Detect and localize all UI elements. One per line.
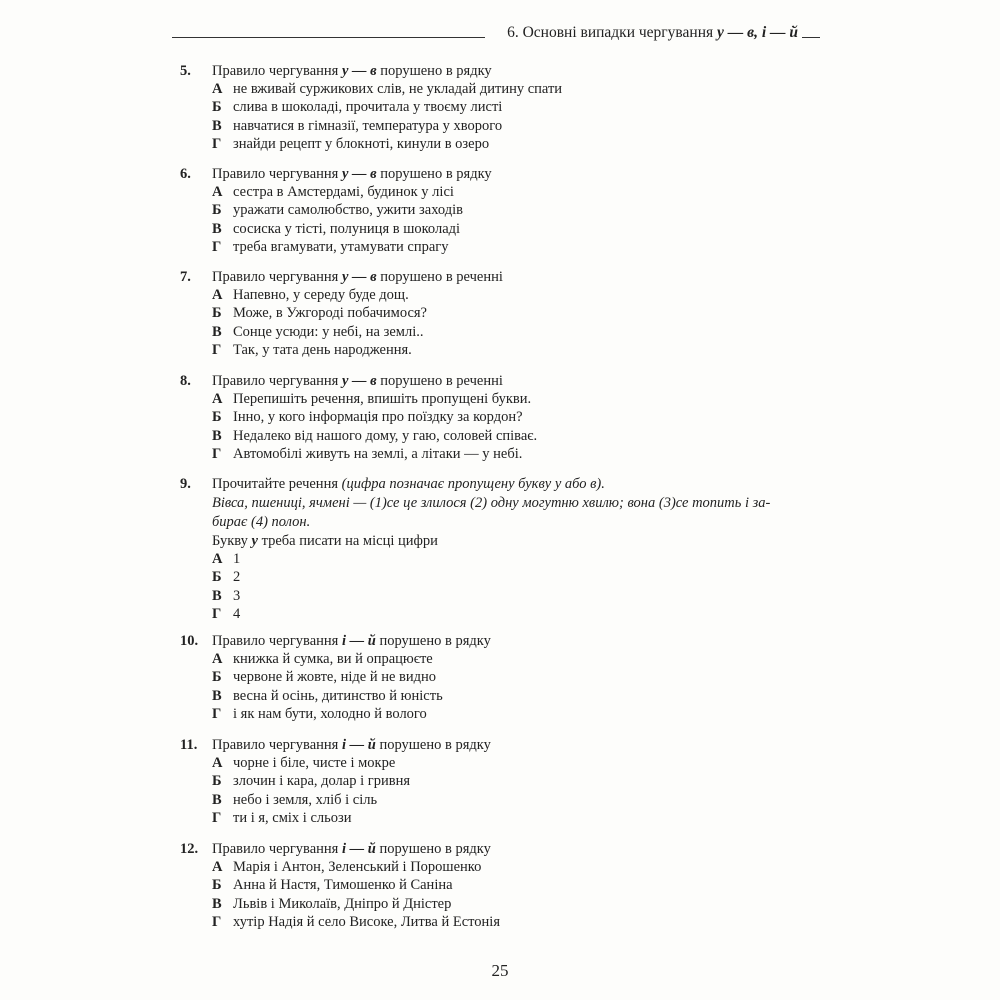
option-letter: Г	[212, 705, 222, 722]
option-text: весна й осінь, дитинство й юність	[233, 687, 443, 704]
option	[180, 427, 800, 445]
option-letter: Г	[212, 445, 222, 462]
option-text: Автомобілі живуть на землі, а літаки — у небі.	[233, 445, 523, 462]
option-text: треба вгамувати, утамувати спрагу	[233, 238, 449, 255]
option	[180, 220, 800, 238]
option-letter: В	[212, 427, 222, 444]
option-text: Анна й Настя, Тимошенко й Саніна	[233, 877, 453, 894]
question-passage-line-2: бирає (4) полон.	[212, 514, 311, 530]
option	[180, 913, 800, 931]
option	[180, 135, 800, 153]
option-letter: Б	[212, 569, 222, 586]
option	[180, 587, 800, 605]
option	[180, 390, 800, 408]
question-stem: Правило чергування і — й порушено в рядку	[212, 737, 491, 753]
option	[180, 286, 800, 304]
option	[180, 304, 800, 322]
option-text: Може, в Ужгороді побачимося?	[233, 305, 427, 322]
option-text: і як нам бути, холодно й волого	[233, 705, 427, 722]
question-number: 11.	[180, 737, 198, 753]
option-letter: А	[212, 859, 223, 875]
option-text: 3	[233, 587, 241, 604]
option	[180, 98, 800, 116]
option-text: Так, у тата день народження.	[233, 341, 412, 358]
option-letter: А	[212, 81, 223, 97]
page-number: 25	[491, 961, 509, 980]
option-text: червоне й жовте, ніде й не видно	[233, 669, 437, 686]
option	[180, 650, 800, 668]
option-letter: Б	[212, 877, 222, 894]
option-text: Напевно, у середу буде дощ.	[233, 287, 409, 303]
option	[180, 408, 800, 426]
option	[180, 323, 800, 341]
option	[180, 238, 800, 256]
option-letter: Г	[212, 341, 222, 358]
option-letter: А	[212, 287, 223, 303]
question-number: 12.	[180, 841, 199, 857]
option	[180, 791, 800, 809]
question-stem: Правило чергування у — в порушено в рядку	[212, 166, 492, 182]
option	[180, 754, 800, 772]
option-text: злочин і кара, долар і гривня	[233, 773, 410, 790]
question-12	[180, 840, 800, 931]
option-text: Інно, у кого інформація про поїздку за кордон?	[233, 409, 523, 426]
option-letter: В	[212, 895, 222, 912]
question-10	[180, 632, 800, 723]
option-text: хутір Надія й село Високе, Литва й Естонія	[233, 913, 501, 930]
question-8	[180, 372, 800, 463]
question-stem: Правило чергування у — в порушено в реченні	[212, 373, 503, 389]
option-letter: В	[212, 117, 222, 134]
option-letter: В	[212, 587, 222, 604]
option-text: не вживай суржикових слів, не укладай дитину спати	[233, 81, 563, 97]
option-letter: В	[212, 220, 222, 237]
question-7	[180, 268, 800, 359]
option-text: чорне і біле, чисте і мокре	[233, 755, 396, 771]
option-text: Сонце усюди: у небі, на землі..	[233, 323, 424, 340]
option-letter: Г	[212, 913, 222, 930]
option	[180, 687, 800, 705]
option-text: Марія і Антон, Зеленський і Порошенко	[233, 859, 482, 875]
header-title-letters: у — в, і — й	[717, 24, 798, 41]
option-text: 1	[233, 551, 241, 567]
question-number: 9.	[180, 476, 191, 492]
option-letter: Б	[212, 305, 222, 322]
option-letter: Б	[212, 99, 222, 116]
option	[180, 705, 800, 723]
option	[180, 772, 800, 790]
option-text: знайди рецепт у блокноті, кинули в озеро	[233, 135, 490, 152]
question-stem: Прочитайте речення (цифра позначає пропущену букву у або в).	[212, 476, 605, 492]
option	[180, 858, 800, 876]
question-stem: Правило чергування у — в порушено в рядку	[212, 63, 492, 79]
option-text: 4	[233, 605, 241, 622]
question-stem: Правило чергування і — й порушено в рядку	[212, 633, 491, 649]
question-passage-line-1: Вівса, пшениці, ячмені — (1)се це злилося (2) одну могутню хвилю; вона (3)се топить і за-	[212, 495, 771, 511]
option	[180, 895, 800, 913]
option-letter: Г	[212, 605, 222, 622]
option	[180, 809, 800, 827]
option-letter: Г	[212, 135, 222, 152]
option-letter: В	[212, 323, 222, 340]
option	[180, 668, 800, 686]
option	[180, 550, 800, 568]
option	[180, 117, 800, 135]
option-text: небо і земля, хліб і сіль	[233, 791, 378, 808]
option-text: навчатися в гімназії, температура у хворого	[233, 117, 503, 134]
option	[180, 605, 800, 623]
option	[180, 568, 800, 586]
page-header	[172, 24, 820, 48]
option-text: 2	[233, 569, 241, 586]
option	[180, 183, 800, 201]
option-letter: А	[212, 755, 223, 771]
question-5	[180, 62, 800, 153]
option-letter: А	[212, 651, 223, 667]
option-letter: Б	[212, 202, 222, 219]
option-text: уражати самолюбство, ужити заходів	[233, 202, 463, 219]
option-letter: Б	[212, 409, 222, 426]
question-number: 5.	[180, 63, 191, 79]
question-stem: Правило чергування і — й порушено в рядку	[212, 841, 491, 857]
option-letter: Г	[212, 809, 222, 826]
header-rule-left	[172, 37, 485, 38]
question-stem: Правило чергування у — в порушено в реченні	[212, 269, 503, 285]
option	[180, 445, 800, 463]
option-text: Львів і Миколаїв, Дніпро й Дністер	[233, 895, 452, 912]
question-number: 6.	[180, 166, 191, 182]
question-11	[180, 736, 800, 827]
option-text: слива в шоколаді, прочитала у твоєму листі	[233, 99, 503, 116]
question-instruction: Букву у треба писати на місці цифри	[212, 533, 438, 549]
option-letter: Б	[212, 773, 222, 790]
option-letter: А	[212, 391, 223, 407]
option-text: ти і я, сміх і сльози	[233, 809, 352, 826]
option	[180, 341, 800, 359]
header-rule-right	[802, 37, 820, 38]
option-letter: Г	[212, 238, 222, 255]
question-number: 8.	[180, 373, 191, 389]
header-title-text: 6. Основні випадки чергування	[507, 24, 718, 41]
option-text: Недалеко від нашого дому, у гаю, соловей співає.	[233, 427, 538, 444]
option-text: сестра в Амстердамі, будинок у лісі	[233, 184, 454, 200]
option-text: Перепишіть речення, впишіть пропущені букви.	[233, 391, 532, 407]
option-letter: А	[212, 184, 223, 200]
option	[180, 80, 800, 98]
option-letter: А	[212, 551, 223, 567]
header-title	[507, 24, 798, 42]
question-6	[180, 165, 800, 256]
option-letter: Б	[212, 669, 222, 686]
option	[180, 201, 800, 219]
option-letter: В	[212, 687, 222, 704]
question-number: 7.	[180, 269, 191, 285]
option	[180, 876, 800, 894]
option-text: сосиска у тісті, полуниця в шоколаді	[233, 220, 461, 237]
option-text: книжка й сумка, ви й опрацюєте	[233, 651, 433, 667]
question-number: 10.	[180, 633, 199, 649]
question-9	[180, 475, 800, 623]
option-letter: В	[212, 791, 222, 808]
